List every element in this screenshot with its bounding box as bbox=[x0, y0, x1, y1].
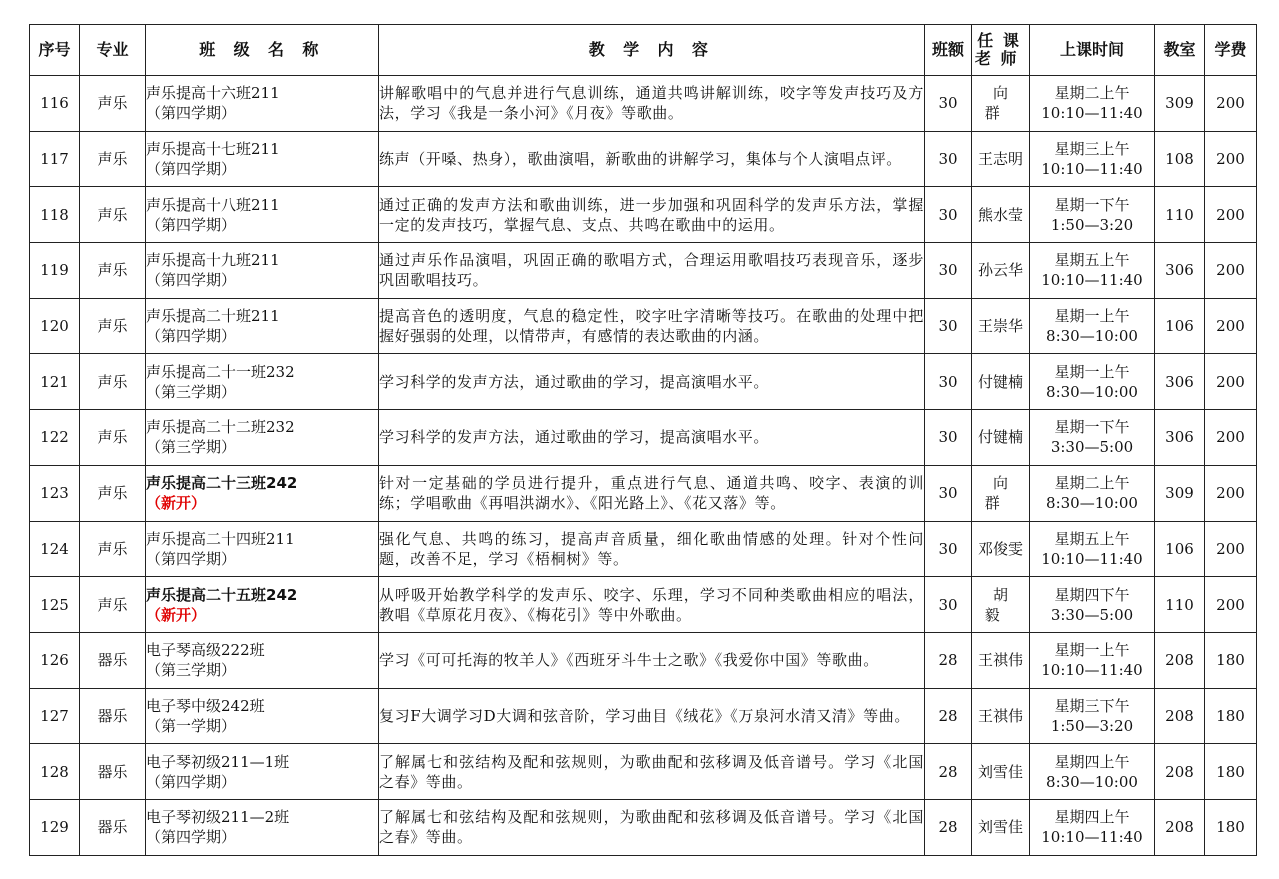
cell-no: 119 bbox=[30, 243, 80, 299]
class-name: 声乐提高二十一班232 bbox=[146, 362, 295, 381]
class-name: 声乐提高二十三班242 bbox=[146, 474, 298, 493]
cell-teacher: 向群 bbox=[972, 76, 1030, 132]
cell-fee: 180 bbox=[1205, 744, 1257, 800]
cell-major: 声乐 bbox=[80, 131, 146, 187]
cell-class-name bbox=[146, 577, 379, 633]
cell-class-name bbox=[146, 410, 379, 466]
cell-content: 练声（开嗓、热身），歌曲演唱，新歌曲的讲解学习，集体与个人演唱点评。 bbox=[379, 131, 925, 187]
cell-teacher: 向群 bbox=[972, 465, 1030, 521]
table-row bbox=[30, 187, 1257, 243]
table-row bbox=[30, 799, 1257, 855]
time-day: 星期一上午 bbox=[1054, 641, 1130, 660]
time-range: 1:50—3:20 bbox=[1050, 716, 1134, 735]
cell-time bbox=[1030, 744, 1155, 800]
time-range: 8:30—10:00 bbox=[1046, 494, 1138, 513]
cell-teacher: 付键楠 bbox=[972, 354, 1030, 410]
time-day: 星期二上午 bbox=[1054, 84, 1130, 103]
class-term: （第四学期） bbox=[146, 549, 237, 568]
cell-room: 208 bbox=[1155, 799, 1205, 855]
cell-time bbox=[1030, 187, 1155, 243]
time-range: 1:50—3:20 bbox=[1050, 215, 1134, 234]
cell-time bbox=[1030, 76, 1155, 132]
time-day: 星期一上午 bbox=[1054, 307, 1130, 326]
time-range: 8:30—10:00 bbox=[1046, 327, 1138, 346]
cell-teacher: 付键楠 bbox=[972, 410, 1030, 466]
class-term: （第三学期） bbox=[146, 661, 237, 680]
cell-major: 声乐 bbox=[80, 354, 146, 410]
cell-room: 106 bbox=[1155, 298, 1205, 354]
cell-time bbox=[1030, 243, 1155, 299]
cell-class-size: 28 bbox=[925, 632, 972, 688]
table-row bbox=[30, 354, 1257, 410]
cell-room: 306 bbox=[1155, 354, 1205, 410]
cell-no: 126 bbox=[30, 632, 80, 688]
header-content: 教 学 内 容 bbox=[379, 25, 925, 76]
cell-content: 提高音色的透明度，气息的稳定性，咬字吐字清晰等技巧。在歌曲的处理中把握好强弱的处理，以情带声，有感情的表达歌曲的内涵。 bbox=[379, 298, 925, 354]
header-class-size: 班额 bbox=[925, 25, 972, 76]
table-row bbox=[30, 521, 1257, 577]
cell-time bbox=[1030, 354, 1155, 410]
new-badge: （新开） bbox=[146, 605, 207, 624]
cell-teacher: 孙云华 bbox=[972, 243, 1030, 299]
cell-content: 了解属七和弦结构及配和弦规则，为歌曲配和弦移调及低音谱号。学习《北国之春》等曲。 bbox=[379, 799, 925, 855]
class-term: （第四学期） bbox=[146, 271, 237, 290]
class-name: 声乐提高二十二班232 bbox=[146, 418, 295, 437]
cell-content: 讲解歌唱中的气息并进行气息训练，通道共鸣讲解训练，咬字等发声技巧及方法，学习《我是一条小河》《月夜》等歌曲。 bbox=[379, 76, 925, 132]
class-name: 声乐提高二十四班211 bbox=[146, 529, 295, 548]
cell-fee: 200 bbox=[1205, 298, 1257, 354]
cell-major: 器乐 bbox=[80, 799, 146, 855]
cell-major: 声乐 bbox=[80, 521, 146, 577]
cell-content: 学习科学的发声方法，通过歌曲的学习，提高演唱水平。 bbox=[379, 354, 925, 410]
cell-major: 器乐 bbox=[80, 632, 146, 688]
time-range: 10:10—11:40 bbox=[1041, 828, 1143, 847]
cell-fee: 200 bbox=[1205, 577, 1257, 633]
cell-room: 106 bbox=[1155, 521, 1205, 577]
cell-room: 309 bbox=[1155, 465, 1205, 521]
class-term: （第四学期） bbox=[146, 327, 237, 346]
class-term: （第三学期） bbox=[146, 382, 237, 401]
time-range: 10:10—11:40 bbox=[1041, 271, 1143, 290]
time-range: 10:10—11:40 bbox=[1041, 104, 1143, 123]
table-row bbox=[30, 298, 1257, 354]
cell-major: 声乐 bbox=[80, 465, 146, 521]
cell-no: 125 bbox=[30, 577, 80, 633]
time-day: 星期三上午 bbox=[1054, 140, 1130, 159]
cell-class-name bbox=[146, 131, 379, 187]
cell-class-size: 30 bbox=[925, 76, 972, 132]
cell-fee: 200 bbox=[1205, 521, 1257, 577]
cell-fee: 200 bbox=[1205, 76, 1257, 132]
cell-no: 128 bbox=[30, 744, 80, 800]
cell-major: 声乐 bbox=[80, 243, 146, 299]
cell-content: 复习F大调学习D大调和弦音阶，学习曲目《绒花》《万泉河水清又清》等曲。 bbox=[379, 688, 925, 744]
class-term: （第一学期） bbox=[146, 716, 237, 735]
cell-no: 117 bbox=[30, 131, 80, 187]
class-term: （第四学期） bbox=[146, 215, 237, 234]
table-row bbox=[30, 243, 1257, 299]
cell-class-size: 30 bbox=[925, 298, 972, 354]
cell-class-size: 28 bbox=[925, 744, 972, 800]
time-day: 星期一下午 bbox=[1054, 195, 1130, 214]
cell-time bbox=[1030, 465, 1155, 521]
cell-class-name bbox=[146, 521, 379, 577]
class-name: 声乐提高十九班211 bbox=[146, 251, 280, 270]
header-room: 教室 bbox=[1155, 25, 1205, 76]
time-range: 10:10—11:40 bbox=[1041, 661, 1143, 680]
cell-content: 针对一定基础的学员进行提升，重点进行气息、通道共鸣、咬字、表演的训练；学唱歌曲《再唱洪湖水》、《阳光路上》、《花又落》等。 bbox=[379, 465, 925, 521]
time-day: 星期四上午 bbox=[1054, 808, 1130, 827]
cell-time bbox=[1030, 688, 1155, 744]
cell-teacher: 刘雪佳 bbox=[972, 799, 1030, 855]
class-name: 电子琴初级211—1班 bbox=[146, 752, 290, 771]
cell-major: 声乐 bbox=[80, 410, 146, 466]
cell-time bbox=[1030, 577, 1155, 633]
class-term: （第三学期） bbox=[146, 438, 237, 457]
cell-class-name bbox=[146, 632, 379, 688]
cell-no: 129 bbox=[30, 799, 80, 855]
cell-fee: 200 bbox=[1205, 243, 1257, 299]
cell-no: 116 bbox=[30, 76, 80, 132]
cell-class-size: 28 bbox=[925, 688, 972, 744]
cell-no: 123 bbox=[30, 465, 80, 521]
cell-fee: 180 bbox=[1205, 799, 1257, 855]
cell-major: 器乐 bbox=[80, 688, 146, 744]
cell-no: 122 bbox=[30, 410, 80, 466]
time-range: 3:30—5:00 bbox=[1050, 605, 1134, 624]
cell-room: 208 bbox=[1155, 744, 1205, 800]
cell-time bbox=[1030, 521, 1155, 577]
cell-fee: 200 bbox=[1205, 187, 1257, 243]
cell-content: 学习《可可托海的牧羊人》《西班牙斗牛士之歌》《我爱你中国》等歌曲。 bbox=[379, 632, 925, 688]
class-name: 声乐提高十六班211 bbox=[146, 84, 280, 103]
cell-room: 306 bbox=[1155, 243, 1205, 299]
class-name: 声乐提高十八班211 bbox=[146, 195, 280, 214]
cell-class-size: 30 bbox=[925, 577, 972, 633]
time-day: 星期五上午 bbox=[1054, 529, 1130, 548]
cell-class-size: 30 bbox=[925, 131, 972, 187]
class-term: （第四学期） bbox=[146, 772, 237, 791]
cell-room: 110 bbox=[1155, 577, 1205, 633]
course-schedule-table bbox=[29, 24, 1257, 856]
class-name: 声乐提高二十班211 bbox=[146, 307, 280, 326]
cell-major: 声乐 bbox=[80, 76, 146, 132]
cell-fee: 200 bbox=[1205, 131, 1257, 187]
cell-teacher: 王崇华 bbox=[972, 298, 1030, 354]
class-name: 声乐提高二十五班242 bbox=[146, 585, 298, 604]
cell-class-name bbox=[146, 187, 379, 243]
class-term: （第四学期） bbox=[146, 104, 237, 123]
cell-room: 208 bbox=[1155, 688, 1205, 744]
cell-room: 306 bbox=[1155, 410, 1205, 466]
cell-class-size: 30 bbox=[925, 465, 972, 521]
cell-no: 120 bbox=[30, 298, 80, 354]
cell-teacher: 王祺伟 bbox=[972, 688, 1030, 744]
header-class-name: 班 级 名 称 bbox=[146, 25, 379, 76]
cell-content: 通过声乐作品演唱，巩固正确的歌唱方式，合理运用歌唱技巧表现音乐，逐步巩固歌唱技巧。 bbox=[379, 243, 925, 299]
cell-content: 从呼吸开始教学科学的发声乐、咬字、乐理，学习不同种类歌曲相应的唱法，教唱《草原花月夜》、《梅花引》等中外歌曲。 bbox=[379, 577, 925, 633]
class-term: （第四学期） bbox=[146, 160, 237, 179]
time-range: 8:30—10:00 bbox=[1046, 772, 1138, 791]
cell-room: 110 bbox=[1155, 187, 1205, 243]
table-row bbox=[30, 632, 1257, 688]
class-name: 电子琴初级211—2班 bbox=[146, 808, 290, 827]
time-day: 星期四上午 bbox=[1054, 752, 1130, 771]
cell-major: 声乐 bbox=[80, 187, 146, 243]
cell-teacher: 胡毅 bbox=[972, 577, 1030, 633]
cell-teacher: 熊水莹 bbox=[972, 187, 1030, 243]
cell-teacher: 刘雪佳 bbox=[972, 744, 1030, 800]
cell-class-name bbox=[146, 744, 379, 800]
header-fee: 学费 bbox=[1205, 25, 1257, 76]
cell-time bbox=[1030, 298, 1155, 354]
table-row bbox=[30, 131, 1257, 187]
cell-no: 118 bbox=[30, 187, 80, 243]
class-term: （第四学期） bbox=[146, 828, 237, 847]
header-no: 序号 bbox=[30, 25, 80, 76]
cell-no: 121 bbox=[30, 354, 80, 410]
cell-content: 学习科学的发声方法，通过歌曲的学习，提高演唱水平。 bbox=[379, 410, 925, 466]
cell-class-size: 30 bbox=[925, 410, 972, 466]
time-day: 星期二上午 bbox=[1054, 474, 1130, 493]
cell-room: 208 bbox=[1155, 632, 1205, 688]
time-range: 8:30—10:00 bbox=[1046, 382, 1138, 401]
class-name: 声乐提高十七班211 bbox=[146, 140, 280, 159]
cell-class-name bbox=[146, 354, 379, 410]
header-time: 上课时间 bbox=[1030, 25, 1155, 76]
cell-content: 强化气息、共鸣的练习，提高声音质量，细化歌曲情感的处理。针对个性问题，改善不足，学习《梧桐树》等。 bbox=[379, 521, 925, 577]
cell-class-name bbox=[146, 76, 379, 132]
cell-teacher: 王祺伟 bbox=[972, 632, 1030, 688]
header-teacher: 任课老师 bbox=[972, 25, 1030, 76]
table-row bbox=[30, 76, 1257, 132]
table-row bbox=[30, 744, 1257, 800]
cell-content: 通过正确的发声方法和歌曲训练，进一步加强和巩固科学的发声乐方法，掌握一定的发声技巧，掌握气息、支点、共鸣在歌曲中的运用。 bbox=[379, 187, 925, 243]
table-row bbox=[30, 688, 1257, 744]
cell-class-size: 30 bbox=[925, 243, 972, 299]
cell-class-name bbox=[146, 799, 379, 855]
class-name: 电子琴高级222班 bbox=[146, 641, 265, 660]
cell-major: 声乐 bbox=[80, 577, 146, 633]
time-range: 10:10—11:40 bbox=[1041, 160, 1143, 179]
cell-major: 声乐 bbox=[80, 298, 146, 354]
cell-fee: 200 bbox=[1205, 465, 1257, 521]
time-range: 10:10—11:40 bbox=[1041, 549, 1143, 568]
table-row bbox=[30, 577, 1257, 633]
cell-class-name bbox=[146, 243, 379, 299]
cell-class-size: 30 bbox=[925, 354, 972, 410]
time-day: 星期三下午 bbox=[1054, 696, 1130, 715]
cell-fee: 180 bbox=[1205, 688, 1257, 744]
class-name: 电子琴中级242班 bbox=[146, 696, 265, 715]
cell-fee: 200 bbox=[1205, 354, 1257, 410]
time-day: 星期一上午 bbox=[1054, 362, 1130, 381]
cell-time bbox=[1030, 410, 1155, 466]
cell-content: 了解属七和弦结构及配和弦规则，为歌曲配和弦移调及低音谱号。学习《北国之春》等曲。 bbox=[379, 744, 925, 800]
cell-time bbox=[1030, 799, 1155, 855]
cell-class-size: 30 bbox=[925, 521, 972, 577]
new-badge: （新开） bbox=[146, 494, 207, 513]
time-day: 星期四下午 bbox=[1054, 585, 1130, 604]
header-major: 专业 bbox=[80, 25, 146, 76]
cell-time bbox=[1030, 632, 1155, 688]
header-row bbox=[30, 25, 1257, 76]
cell-class-name bbox=[146, 688, 379, 744]
cell-fee: 200 bbox=[1205, 410, 1257, 466]
cell-teacher: 邓俊雯 bbox=[972, 521, 1030, 577]
cell-no: 127 bbox=[30, 688, 80, 744]
time-range: 3:30—5:00 bbox=[1050, 438, 1134, 457]
cell-time bbox=[1030, 131, 1155, 187]
cell-class-name bbox=[146, 298, 379, 354]
cell-fee: 180 bbox=[1205, 632, 1257, 688]
time-day: 星期五上午 bbox=[1054, 251, 1130, 270]
cell-no: 124 bbox=[30, 521, 80, 577]
table-row bbox=[30, 410, 1257, 466]
cell-class-size: 28 bbox=[925, 799, 972, 855]
cell-teacher: 王志明 bbox=[972, 131, 1030, 187]
cell-major: 器乐 bbox=[80, 744, 146, 800]
cell-room: 309 bbox=[1155, 76, 1205, 132]
time-day: 星期一下午 bbox=[1054, 418, 1130, 437]
table-row bbox=[30, 465, 1257, 521]
cell-class-name bbox=[146, 465, 379, 521]
cell-class-size: 30 bbox=[925, 187, 972, 243]
cell-room: 108 bbox=[1155, 131, 1205, 187]
